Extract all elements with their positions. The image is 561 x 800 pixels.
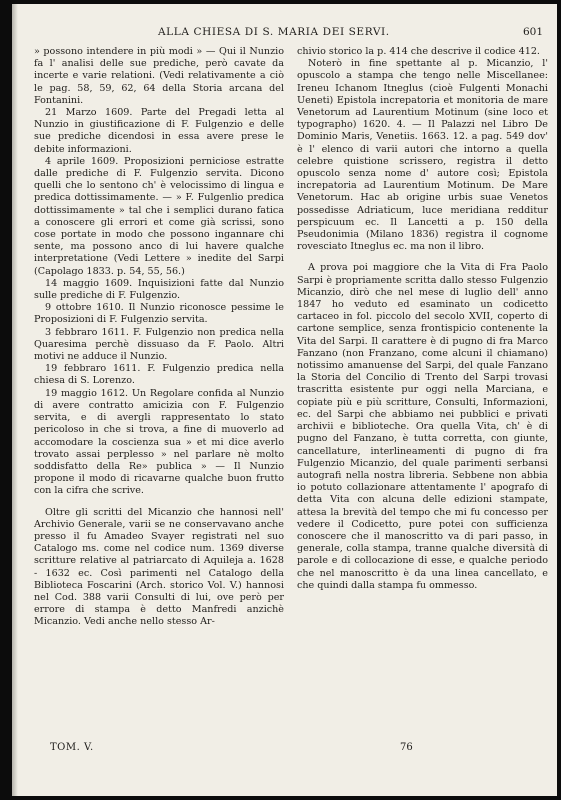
paragraph: 21 Marzo 1609. Parte del Pregadi letta al Nunzio in giustificazione di F. Fulgenzio e delle sue prediche dicendosi in essa avere prese le debite informazioni. (34, 107, 284, 155)
left-column (34, 46, 284, 629)
paragraph: » possono intendere in più modi » — Qui il Nunzio fa l' analisi delle sue prediche, però cavate da incerte e varie relationi. (Vedi relativamente a ciò le pag. 58, 59, 62, 64 della Storia arcana del Fontanini. (34, 46, 284, 106)
signature-number: 76 (400, 742, 413, 753)
paragraph: A prova poi maggiore che la Vita di Fra Paolo Sarpi è propriamente scritta dallo stesso Fulgenzio Micanzio, dirò che nel mese di luglio dell' anno 1847 ho veduto ed esaminato un codicetto cartaceo in fol. piccolo del secolo XVII, coperto di cartone semplice, senza frontispicio contenente la Vita del Sarpi. Il carattere è di pugno di fra Marco Fanzano (non Franzano, come alcuni il chiamano) notissimo amanuense del Sarpi, del quale Fanzano la Storia del Concilio di Trento del Sarpi trovasi trascritta esistente pur oggi nella Marciana, e copiate più e più scritture, Consulti, Informazioni, ec. del Sarpi che abbiamo nei pubblici e privati archivii e biblioteche. Ora quella Vita, ch' è di pugno del Fanzano, è tutta corretta, con giunte, cancellature, interlineamenti di pugno di fra Fulgenzio Micanzio, del quale parimenti serbansi autografi nella nostra libreria. Sebbene non abbia io potuto collazionare attentamente l' apografo di detta Vita con alcuna delle edizioni stampate, attesa la brevità del tempo che mi fu concesso per vedere il Codicetto, pure potei con sufficienza conoscere che il manoscritto va di pari passo, in generale, colla stampa, tranne qualche diversità di parole e di collocazione di esse, e qualche periodo che nel manoscritto è da una linea cancellato, e che quindi dalla stampa fu ommesso. (297, 262, 548, 591)
page-footer (12, 742, 557, 756)
paragraph: 4 aprile 1609. Proposizioni perniciose estratte dalle prediche di F. Fulgenzio servita. Dicono quelli che lo sentono ch' è velocissimo di lingua e predica dottissimamente. — » F. Fulgenlio predica dottissimamente » tal che i semplici durano fatica a conoscere gli errori et come già scrissi, sono cose portate in modo che possono ingannare chi sente, ma possono anco di lui havere qualche interpretatione (Vedi Lettere » inedite del Sarpi (Capolago 1833. p. 54, 55, 56.) (34, 155, 284, 277)
paragraph: 14 maggio 1609. Inquisizioni fatte dal Nunzio sulle prediche di F. Fulgenzio. (34, 277, 284, 302)
section-gap (34, 498, 284, 507)
right-column (297, 46, 548, 592)
paragraph: 19 febbraro 1611. F. Fulgenzio predica nella chiesa di S. Lorenzo. (34, 363, 284, 387)
paragraph: 3 febbraro 1611. F. Fulgenzio non predica nella Quaresima perchè dissuaso da F. Paolo. Altri motivi ne adduce il Nunzio. (34, 326, 284, 363)
paragraph: 9 ottobre 1610. Il Nunzio riconosce pessime le Proposizioni di F. Fulgenzio servita. (34, 302, 284, 326)
section-gap (297, 253, 548, 262)
page-header (12, 26, 557, 40)
paragraph: chivio storico la p. 414 che descrive il codice 412. (297, 46, 540, 57)
paragraph: 19 maggio 1612. Un Regolare confida al Nunzio di avere contratto amicizia con F. Fulgenzio servita, e di avergli rappresentato lo stato pericoloso in che si trova, a fine di muoverlo ad accomodare la coscienza sua » et mi dice averlo trovato assai perplesso » nel parlare nè molto soddisfatto della Re» publica » — Il Nunzio propone il modo di ricavarne qualche buon frutto con la cifra che scrive. (34, 387, 284, 497)
page-number: 601 (522, 26, 543, 38)
paragraph: Oltre gli scritti del Micanzio che hannosi nell' Archivio Generale, varii se ne conservavano anche presso il fu Amadeo Svayer registrati nel suo Catalogo ms. come nel codice num. 1369 diverse scritture relative al patriarcato di Aquileja a. 1628 - 1632 ec. Così parimenti nel Catalogo della Biblioteca Foscarini (Arch. storico Vol. V.) hannosi nel Cod. 388 varii Consulti di lui, ove però per errore di stampa è detto Manfredi anzichè Micanzio. Vedi anche nello stesso Ar- (34, 506, 284, 628)
paragraph: Noterò in fine spettante al p. Micanzio, l' opuscolo a stampa che tengo nelle Miscellanee: Ireneu Ichanom Itneglus (cioè Fulgenti Monachi Ueneti) Epistola increpatoria et monitoria de mare Venetorum ad Laurentium Motinum (sine loco et typographo) 1620. 4. — Il Palazzi nel Libro De Dominio Maris, Venetiis. 1663. 12. a pag. 549 dov' è l' elenco di varii autori che intorno a quella celebre quistione scrissero, registra il detto opuscolo senza nome d' autore così; Epistola increpatoria ad Laurentium Motinum. De Mare Venetorum. Hac ab origine urbis suae Venetos possedisse Adriaticum, luce meridiana redditur perspicuum ec. Il Lancetti a p. 150 della Pseudonimia (Milano 1836) registra il cognome rovesciato Itneglus ec. ma non il libro. (297, 58, 548, 253)
scanned-page (12, 4, 557, 796)
volume-mark: TOM. V. (50, 742, 94, 753)
running-head: ALLA CHIESA DI S. MARIA DEI SERVI. (158, 26, 390, 38)
binding-shadow (12, 4, 18, 796)
